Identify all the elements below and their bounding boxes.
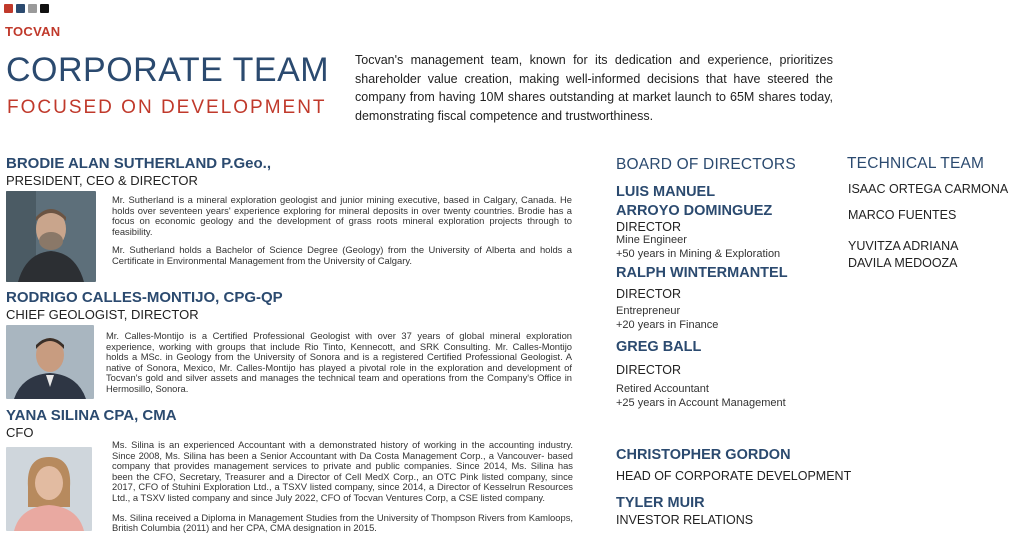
officer-name-muir: TYLER MUIR <box>616 495 705 511</box>
technical-member-ortega: ISAAC ORTEGA CARMONA <box>848 182 1009 196</box>
square-navy <box>16 4 25 13</box>
bio-calles-montijo-p1: Mr. Calles-Montijo is a Certified Professional Geologist with over 37 years of global mineral exploration experience, working with groups that include Rio Tinto, Kennecott, and SRK Consulting. Mr. Calles-Montijo holds a MSc. in Geology from the University of Sonora and is a registered Certified Professional Geologist. A native of Sonora, Mexico, Mr. Calles-Montijo has played a pivotal role in the exploration and development of Tocvan's gold and silver assets and manages the technical team and operations from the Company's Office in Hermosillo, Sonora. <box>106 330 572 394</box>
director-name-ball: GREG BALL <box>616 339 702 355</box>
technical-member-davila-line1: YUVITZA ADRIANA <box>848 239 959 253</box>
portrait-silina <box>6 447 92 531</box>
director-note1-ball: Retired Accountant <box>616 383 709 395</box>
intro-paragraph: Tocvan's management team, known for its dedication and experience, prioritizes shareholder value creation, making well-informed decisions that have steered the company from having 10M shares outstanding at market launch to 65M shares today, demonstrating fiscal competence and trustworthiness. <box>355 53 833 123</box>
person-role-sutherland: PRESIDENT, CEO & DIRECTOR <box>6 173 198 188</box>
portrait-calles-montijo <box>6 325 94 399</box>
director-role-wintermantel: DIRECTOR <box>616 287 682 301</box>
director-note1-wintermantel: Entrepreneur <box>616 305 681 317</box>
square-red <box>4 4 13 13</box>
brand-name: TOCVAN <box>5 24 61 39</box>
square-gray <box>28 4 37 13</box>
person-name-sutherland: BRODIE ALAN SUTHERLAND P.Geo., <box>6 155 272 172</box>
technical-heading: TECHNICAL TEAM <box>847 155 985 172</box>
director-note2-ball: +25 years in Account Management <box>616 397 786 409</box>
officer-role-muir: INVESTOR RELATIONS <box>616 513 754 527</box>
person-name-silina: YANA SILINA CPA, CMA <box>6 407 177 424</box>
director-role-ball: DIRECTOR <box>616 363 682 377</box>
director-role-arroyo: DIRECTOR <box>616 220 682 234</box>
person-role-calles-montijo: CHIEF GEOLOGIST, DIRECTOR <box>6 307 199 322</box>
bio-silina-p1: Ms. Silina is an experienced Accountant with a demonstrated history of working in the accounting industry. Since 2008, Ms. Silina has been a Senior Accountant with Da Costa Management Corp., a Vancouver- based company that provides management services to private and public companies. Since 2014, Ms. Silina has been the CFO, Secretary, Treasurer and a Director of Cell MedX Corp., an OTC Pink listed company, since 2017, CFO of Stuhini Exploration Ltd., a TSXV listed company, since 2014, a Director of Kesselrun Resources Ltd., a TSXV listed company and since July 2022, CFO of Tocvan Ventures Corp, a CSE listed company. <box>112 439 573 503</box>
person-role-silina: CFO <box>6 425 34 440</box>
bio-sutherland <box>112 195 572 267</box>
bio-sutherland-p2: Mr. Sutherland holds a Bachelor of Science Degree (Geology) from the University of Alberta and holds a Certificate in Environmental Management from the University of Calgary. <box>112 244 572 266</box>
person-name-calles-montijo: RODRIGO CALLES-MONTIJO, CPG-QP <box>6 289 283 306</box>
director-name-wintermantel: RALPH WINTERMANTEL <box>616 265 788 281</box>
bio-silina-p2: Ms. Silina received a Diploma in Management Studies from the University of Thompson Rivers from Kamloops, British Columbia (2011) and her CPA, CMA designation in 2015. <box>112 511 573 534</box>
director-note1-arroyo: Mine Engineer <box>616 234 687 246</box>
page-subtitle: FOCUSED ON DEVELOPMENT <box>7 97 327 118</box>
bio-silina <box>112 440 573 534</box>
portrait-sutherland <box>6 191 96 282</box>
bio-sutherland-p1: Mr. Sutherland is a mineral exploration geologist and junior mining executive, based in Calgary, Canada. He holds over seventeen years' experience exploring for mineral deposits in over twenty countries. Brodie has a focus on economic geology and the development of grass roots mineral exploration projects through to feasibility. <box>112 194 572 237</box>
square-black <box>40 4 49 13</box>
technical-member-fuentes: MARCO FUENTES <box>848 208 957 222</box>
officer-role-gordon: HEAD OF CORPORATE DEVELOPMENT <box>616 469 852 483</box>
officer-name-gordon: CHRISTOPHER GORDON <box>616 447 791 463</box>
director-note2-wintermantel: +20 years in Finance <box>616 319 719 331</box>
director-name-arroyo-line2: ARROYO DOMINGUEZ <box>616 203 773 219</box>
director-note2-arroyo: +50 years in Mining & Exploration <box>616 248 781 260</box>
board-heading: BOARD OF DIRECTORS <box>616 156 796 173</box>
page-title: CORPORATE TEAM <box>6 51 330 89</box>
brand-color-squares <box>4 4 49 13</box>
bio-calles-montijo <box>106 331 572 395</box>
technical-member-davila-line2: DAVILA MEDOOZA <box>848 256 958 270</box>
director-name-arroyo-line1: LUIS MANUEL <box>616 184 716 200</box>
